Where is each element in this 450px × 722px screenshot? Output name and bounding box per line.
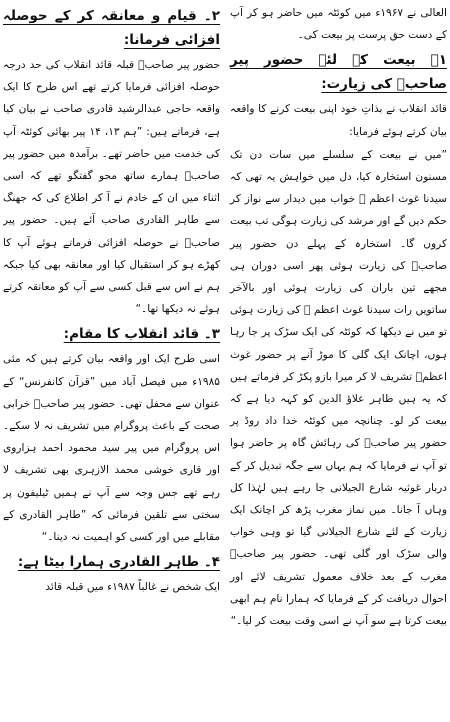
- paragraph-2: ”میں نے بیعت کے سلسلے میں سات دن تک مسنون استخارہ کیا، دل میں خواہش یہ تھی کہ سیدنا غوث اعظم ؓ خواب میں دیدار سے نواز کر حکم دیں گے اور مرشد کی زیارت ہوگی تب بیعت کروں گا۔ استخارہ کے پہلے دن حضور پیر صاحبؒ کی زیارت ہوئی پھر اسی دوران ہی مجھے تین باران کی زیارت ہوئی اور بالآخر ساتویں رات سیدنا غوث اعظم ؓ کی زیارت ہوئی تو میں نے دیکھا کہ کوئٹہ کی ایک سڑک پر جا رہا ہوں، اچانک ایک گلی کا موڑ آنے پر حضور غوث اعظمؓ تشریف لا کر میرا بازو پکڑ کر فرماتے ہیں کہ یہ ہیں طاہر علاؤ الدین کو کہہ دیا ہے کہ بیعت کر لو۔ چنانچہ میں کوئٹہ خدا داد روڈ پر حضور پیر صاحبؒ کی رہائش گاہ پر حاضر ہوا تو آپ نے فرمایا کہ ہم یہاں سے جگہ تبدیل کر کے دربار غوثیہ شارع الجیلانی جا رہے ہیں لہٰذا کل وہاں آ جانا۔ میں نماز مغرب پڑھ کر اچانک ایک زیارت کے لئے شارع الجیلانی گیا تو وہی خواب والی سڑک اور گلی تھی۔ حضور پیر صاحبؒ مغرب کے بعد خلاف معمول تشریف لائے اور احوال دریافت کر کے فرمایا کہ ہمارا نام ہم ابھی بیعت کرتا ہے سو آپ نے اسی وقت بیعت کر لیا۔“: [230, 148, 447, 628]
- paragraph-5: ایک شخص نے غالباً ۱۹۸۷ء میں قبلہ قائد: [45, 581, 220, 594]
- left-column: [3, 2, 222, 722]
- right-column: [228, 2, 447, 722]
- section-heading-3: ۳۔ قائد انقلاب کا مقام:: [63, 326, 220, 343]
- column-gutter: [222, 2, 228, 722]
- paragraph-1: قائد انقلاب نے بذاتِ خود اپنی بیعت کرنے کا واقعہ بیان کرتے ہوئے فرمایا:: [230, 103, 447, 138]
- section-heading-1: ۱۔ بیعت کے لئے حضور پیر صاحبؒ کی زیارت:: [230, 52, 447, 93]
- section-heading-4: ۴۔ طاہر القادری ہمارا بیٹا ہے:: [17, 554, 220, 571]
- paragraph-3: حضور پیر صاحبؒ قبلہ قائد انقلاب کی حد درجہ حوصلہ افزائی فرمایا کرتے تھے اس طرح کا ایک واقعہ حاجی عبدالرشید قادری صاحب نے بیان کیا ہے، فرماتے ہیں: ”ہم ۱۳، ۱۴ پیر بھائی کوئٹہ آپ کی خدمت میں حاضر تھے۔ برآمدہ میں حضور پیر صاحبؒ ہمارے ساتھ محو گفتگو تھے کہ اسی اثناء میں ان کے خادم نے آ کر اطلاع کی کہ جھنگ سے طاہر القادری صاحب آئے ہیں۔ حضور پیر صاحبؒ نے حوصلہ افزائی فرماتے ہوئے آپ کا کھڑے ہو کر استقبال کیا اور معانقہ بھی کیا جبکہ ہم نے اس سے قبل کسی سے آپ کو معانقہ کرتے ہوئے نہ دیکھا تھا۔“: [3, 59, 220, 316]
- paragraph-4: اسی طرح ایک اور واقعہ بیان کرتے ہیں کہ مئی ۱۹۸۵ء میں فیصل آباد میں ”قرآن کانفرنس“ کے عنوان سے محفل تھی۔ حضور پیر صاحبؒ خرابی صحت کے باعث پروگرام میں تشریف نہ لا سکے۔ اس پروگرام میں پیر سید محمود احمد ہزاروی اور قاری خوشی محمد الازہری بھی تشریف لا رہے تھے جس وجہ سے آپ نے ہمیں ٹیلیفون پر سختی سے تلقین فرمائی کہ ”طاہر القادری کے مقابلے میں اور کسی کو اہمیت نہ دینا۔“: [3, 353, 220, 544]
- intro-paragraph: العالی نے ۱۹۶۷ء میں کوئٹہ میں حاضر ہو کر آپ کے دست حق پرست پر بیعت کی۔: [230, 7, 447, 42]
- section-heading-2: ۲۔ قیام و معانقہ کر کے حوصلہ افزائی فرمانا:: [3, 8, 220, 48]
